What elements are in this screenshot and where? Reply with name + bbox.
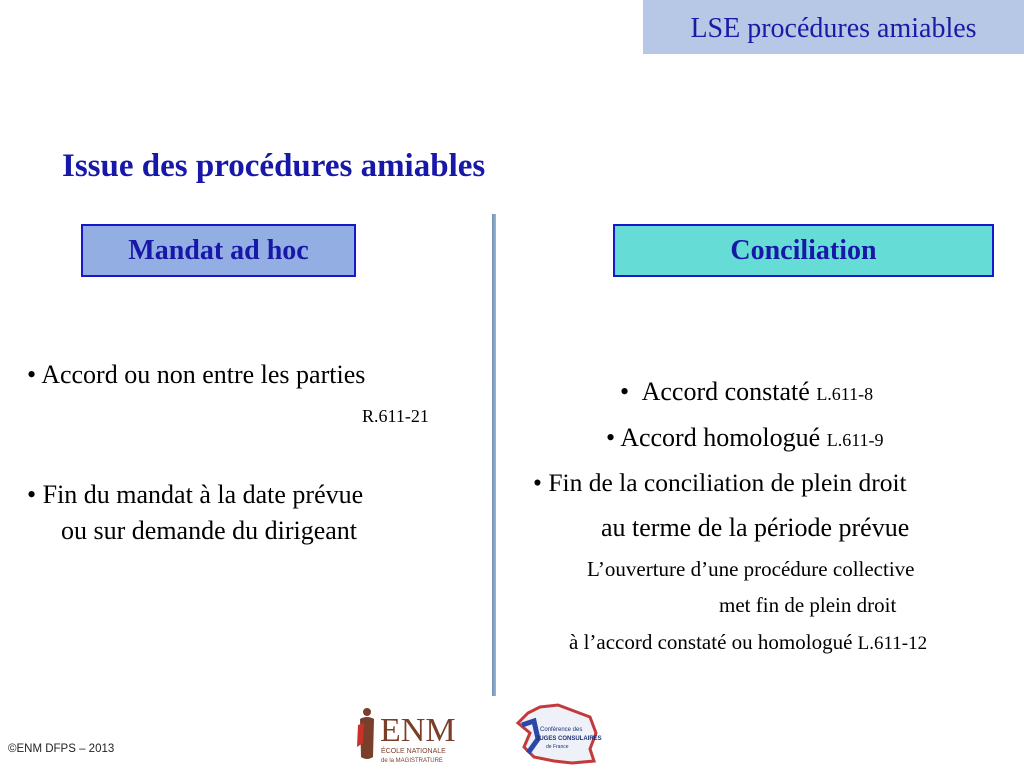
left-item-2-line2: ou sur demande du dirigeant [61, 516, 358, 545]
column-divider [492, 214, 496, 696]
enm-logo [350, 703, 465, 765]
left-item-2 [27, 480, 363, 510]
bullet: • [620, 377, 630, 406]
right-item-1 [620, 377, 873, 407]
right-item-2-ref: L.611-9 [826, 430, 884, 450]
slide-title: Issue des procédures amiables [62, 148, 486, 184]
right-item-1-text: Accord constaté [641, 377, 810, 406]
right-item-2-text: Accord homologué [620, 423, 821, 452]
bullet: • [606, 423, 616, 452]
bullet: • [533, 468, 542, 497]
bullet: • [27, 480, 37, 509]
right-item-2 [606, 423, 884, 453]
bullet: • [27, 360, 37, 389]
mandat-ad-hoc-label: Mandat ad hoc [128, 234, 309, 266]
right-item-3 [533, 468, 907, 498]
conciliation-label: Conciliation [730, 234, 877, 266]
svg-text:de France: de France [546, 744, 569, 750]
header-tag: LSE procédures amiables [643, 0, 1024, 54]
svg-text:ENM: ENM [380, 712, 456, 749]
conference-logo-image [510, 703, 602, 765]
right-note-line3 [569, 630, 927, 655]
left-item-1 [27, 360, 365, 390]
left-item-1-ref: R.611-21 [362, 406, 429, 426]
right-note-line3-text: à l’accord constaté ou homologué [569, 630, 853, 654]
right-item-3-text: Fin de la conciliation de plein droit [548, 468, 907, 497]
enm-logo-image [350, 703, 465, 765]
right-note-ref: L.611-12 [857, 633, 928, 654]
conciliation-heading [613, 224, 994, 277]
right-item-3-line2: au terme de la période prévue [601, 513, 910, 542]
footer-copyright: ©ENM DFPS – 2013 [8, 743, 115, 755]
conference-juges-consulaires-logo [510, 703, 602, 765]
right-item-1-ref: L.611-8 [816, 384, 874, 404]
right-note-line1: L’ouverture d’une procédure collective [587, 557, 915, 581]
right-note-line2: met fin de plein droit [719, 593, 897, 617]
mandat-ad-hoc-heading [81, 224, 356, 277]
svg-text:JUGES CONSULAIRES: JUGES CONSULAIRES [536, 736, 602, 742]
svg-text:ÉCOLE NATIONALE: ÉCOLE NATIONALE [381, 748, 446, 755]
left-item-2-text: Fin du mandat à la date prévue [42, 480, 364, 509]
svg-text:de la MAGISTRATURE: de la MAGISTRATURE [381, 758, 443, 764]
svg-text:Conférence des: Conférence des [540, 727, 583, 733]
left-item-1-text: Accord ou non entre les parties [41, 360, 366, 389]
